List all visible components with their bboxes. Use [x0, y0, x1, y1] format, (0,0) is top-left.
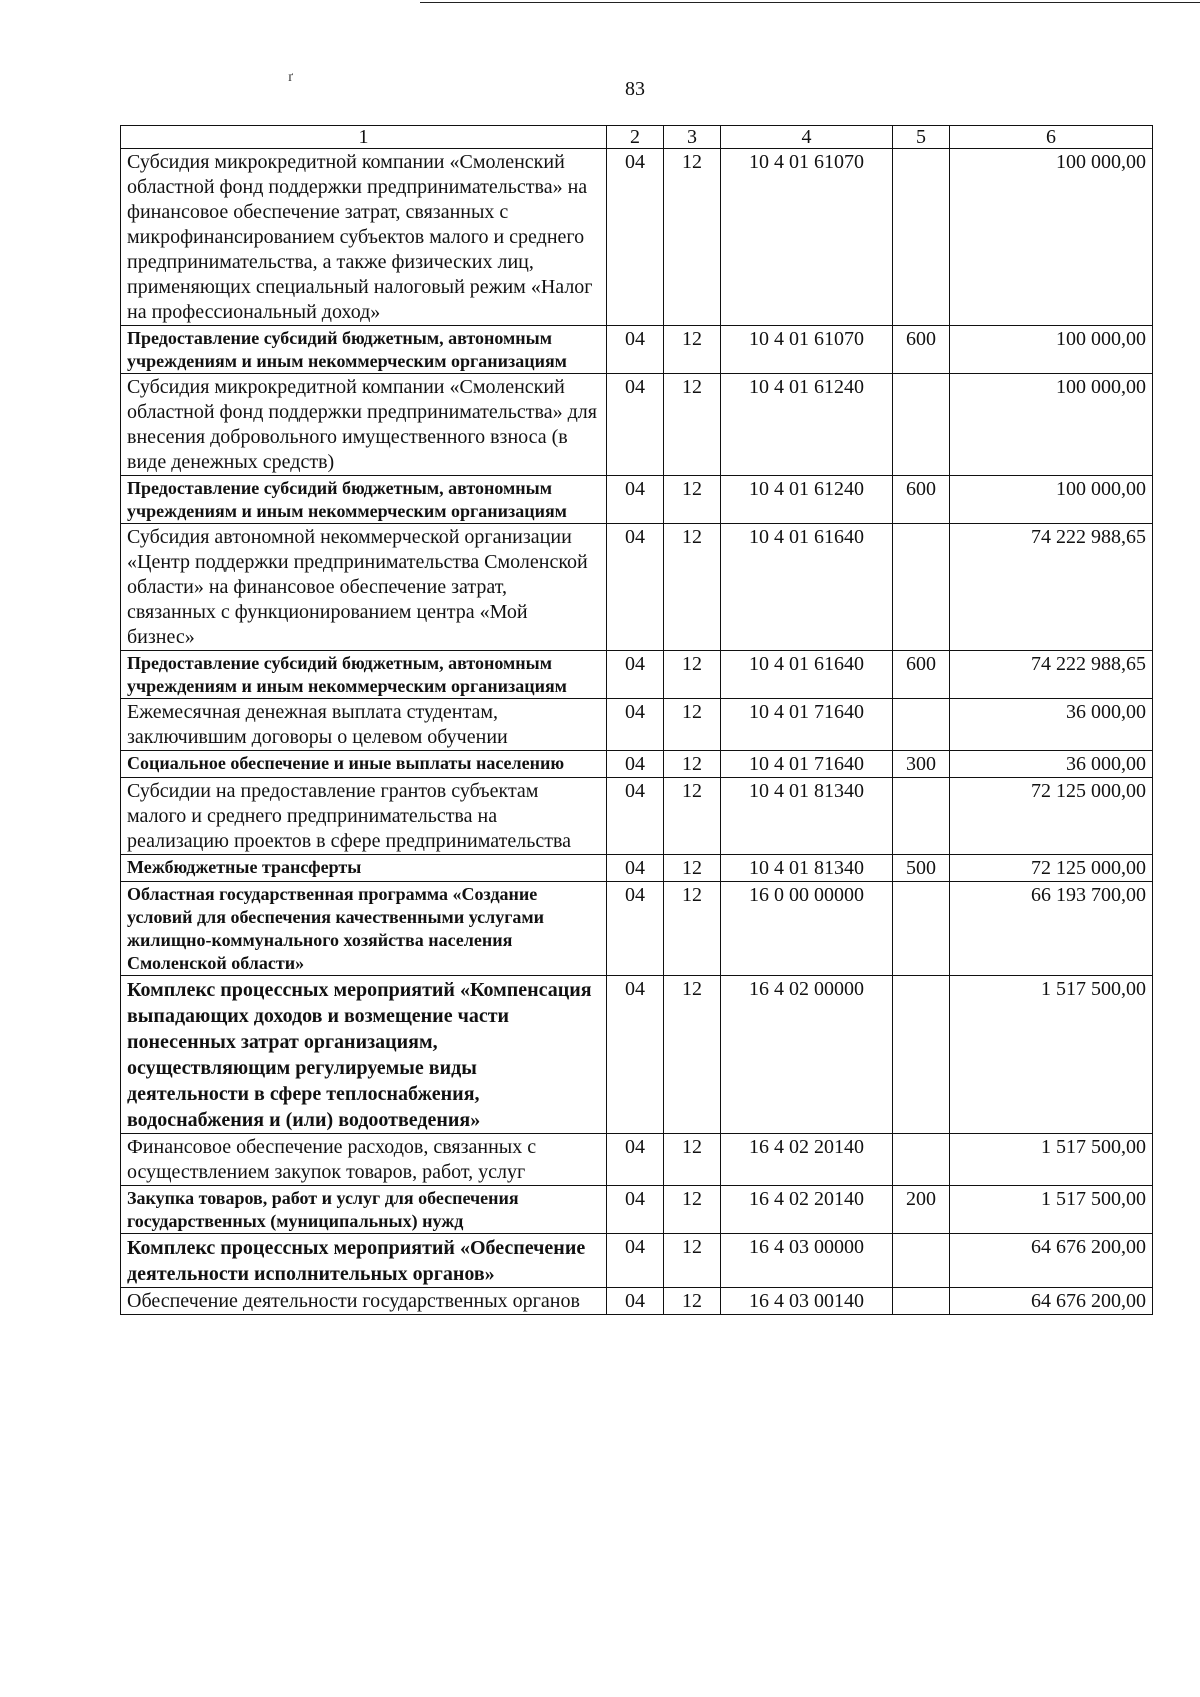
table-row: [121, 1288, 1153, 1315]
target-article-cell: 16 4 03 00140: [721, 1288, 893, 1315]
item-name-cell: Предоставление субсидий бюджетным, автономным учреждениям и иным некоммерческим организациям: [121, 326, 607, 374]
budget-table: [120, 125, 1153, 1315]
table-row: [121, 976, 1153, 1134]
item-name-cell: Субсидии на предоставление грантов субъектам малого и среднего предпринимательства на реализацию проектов в сфере предпринимательства: [121, 778, 607, 855]
section-code-cell: 04: [607, 524, 664, 651]
expense-type-cell: [893, 374, 950, 476]
amount-cell: 36 000,00: [950, 751, 1153, 778]
amount-cell: 64 676 200,00: [950, 1288, 1153, 1315]
expense-type-cell: 600: [893, 651, 950, 699]
amount-cell: 1 517 500,00: [950, 1134, 1153, 1186]
amount-cell: 36 000,00: [950, 699, 1153, 751]
top-scan-rule: [420, 2, 1200, 3]
item-name-cell: Субсидия микрокредитной компании «Смоленский областной фонд поддержки предпринимательства» для внесения добровольного имущественного взноса (в виде денежных средств): [121, 374, 607, 476]
table-row: [121, 1186, 1153, 1234]
amount-cell: 1 517 500,00: [950, 976, 1153, 1134]
target-article-cell: 10 4 01 61640: [721, 524, 893, 651]
subsection-code-cell: 12: [664, 374, 721, 476]
subsection-code-cell: 12: [664, 1134, 721, 1186]
section-code-cell: 04: [607, 1186, 664, 1234]
target-article-cell: 16 0 00 00000: [721, 882, 893, 976]
target-article-cell: 10 4 01 71640: [721, 699, 893, 751]
subsection-code-cell: 12: [664, 976, 721, 1134]
section-code-cell: 04: [607, 778, 664, 855]
target-article-cell: 10 4 01 61070: [721, 149, 893, 326]
section-code-cell: 04: [607, 751, 664, 778]
table-row: [121, 751, 1153, 778]
subsection-code-cell: 12: [664, 855, 721, 882]
amount-cell: 100 000,00: [950, 476, 1153, 524]
subsection-code-cell: 12: [664, 476, 721, 524]
scan-mark: ґ: [288, 70, 293, 85]
section-code-cell: 04: [607, 1288, 664, 1315]
item-name-cell: Комплекс процессных мероприятий «Обеспечение деятельности исполнительных органов»: [121, 1234, 607, 1288]
target-article-cell: 16 4 02 20140: [721, 1134, 893, 1186]
section-code-cell: 04: [607, 476, 664, 524]
target-article-cell: 10 4 01 81340: [721, 855, 893, 882]
expense-type-cell: [893, 882, 950, 976]
subsection-code-cell: 12: [664, 699, 721, 751]
subsection-code-cell: 12: [664, 524, 721, 651]
expense-type-cell: [893, 1134, 950, 1186]
item-name-cell: Областная государственная программа «Создание условий для обеспечения качественными услугами жилищно-коммунального хозяйства населения Смоленской области»: [121, 882, 607, 976]
target-article-cell: 16 4 02 00000: [721, 976, 893, 1134]
section-code-cell: 04: [607, 1234, 664, 1288]
table-row: [121, 855, 1153, 882]
expense-type-cell: [893, 1234, 950, 1288]
page-number: 83: [625, 78, 645, 100]
table-row: [121, 524, 1153, 651]
table-row: [121, 374, 1153, 476]
header-cell-6: 6: [950, 126, 1153, 149]
section-code-cell: 04: [607, 651, 664, 699]
item-name-cell: Социальное обеспечение и иные выплаты населению: [121, 751, 607, 778]
table-row: [121, 778, 1153, 855]
expense-type-cell: [893, 976, 950, 1134]
section-code-cell: 04: [607, 1134, 664, 1186]
amount-cell: 100 000,00: [950, 326, 1153, 374]
item-name-cell: Финансовое обеспечение расходов, связанных с осуществлением закупок товаров, работ, услуг: [121, 1134, 607, 1186]
amount-cell: 72 125 000,00: [950, 855, 1153, 882]
item-name-cell: Обеспечение деятельности государственных органов: [121, 1288, 607, 1315]
header-cell-1: 1: [121, 126, 607, 149]
target-article-cell: 16 4 02 20140: [721, 1186, 893, 1234]
table-row: [121, 326, 1153, 374]
item-name-cell: Предоставление субсидий бюджетным, автономным учреждениям и иным некоммерческим организациям: [121, 476, 607, 524]
expense-type-cell: [893, 778, 950, 855]
section-code-cell: 04: [607, 149, 664, 326]
table-header-row: [121, 126, 1153, 149]
table-row: [121, 699, 1153, 751]
target-article-cell: 10 4 01 61240: [721, 374, 893, 476]
expense-type-cell: [893, 1288, 950, 1315]
table-row: [121, 1234, 1153, 1288]
table-row: [121, 882, 1153, 976]
section-code-cell: 04: [607, 976, 664, 1134]
item-name-cell: Комплекс процессных мероприятий «Компенсация выпадающих доходов и возмещение части понесенных затрат организациям, осуществляющим регулируемые виды деятельности в сфере теплоснабжения, водоснабжения и (или) водоотведения»: [121, 976, 607, 1134]
subsection-code-cell: 12: [664, 651, 721, 699]
table-row: [121, 149, 1153, 326]
item-name-cell: Межбюджетные трансферты: [121, 855, 607, 882]
item-name-cell: Предоставление субсидий бюджетным, автономным учреждениям и иным некоммерческим организациям: [121, 651, 607, 699]
section-code-cell: 04: [607, 326, 664, 374]
section-code-cell: 04: [607, 855, 664, 882]
subsection-code-cell: 12: [664, 149, 721, 326]
amount-cell: 66 193 700,00: [950, 882, 1153, 976]
subsection-code-cell: 12: [664, 1186, 721, 1234]
section-code-cell: 04: [607, 699, 664, 751]
expense-type-cell: 500: [893, 855, 950, 882]
item-name-cell: Ежемесячная денежная выплата студентам, заключившим договоры о целевом обучении: [121, 699, 607, 751]
expense-type-cell: [893, 699, 950, 751]
table-row: [121, 1134, 1153, 1186]
table-row: [121, 651, 1153, 699]
header-cell-4: 4: [721, 126, 893, 149]
subsection-code-cell: 12: [664, 778, 721, 855]
amount-cell: 1 517 500,00: [950, 1186, 1153, 1234]
amount-cell: 100 000,00: [950, 149, 1153, 326]
expense-type-cell: 300: [893, 751, 950, 778]
target-article-cell: 16 4 03 00000: [721, 1234, 893, 1288]
header-cell-3: 3: [664, 126, 721, 149]
table-body: [121, 149, 1153, 1315]
section-code-cell: 04: [607, 374, 664, 476]
amount-cell: 64 676 200,00: [950, 1234, 1153, 1288]
subsection-code-cell: 12: [664, 882, 721, 976]
amount-cell: 74 222 988,65: [950, 524, 1153, 651]
target-article-cell: 10 4 01 81340: [721, 778, 893, 855]
expense-type-cell: 200: [893, 1186, 950, 1234]
amount-cell: 72 125 000,00: [950, 778, 1153, 855]
expense-type-cell: 600: [893, 326, 950, 374]
amount-cell: 74 222 988,65: [950, 651, 1153, 699]
item-name-cell: Субсидия микрокредитной компании «Смоленский областной фонд поддержки предпринимательства» на финансовое обеспечение затрат, связанных с микрофинансированием субъектов малого и среднего предпринимательства, а также физических лиц, применяющих специальный налоговый режим «Налог на профессиональный доход»: [121, 149, 607, 326]
header-cell-2: 2: [607, 126, 664, 149]
subsection-code-cell: 12: [664, 326, 721, 374]
subsection-code-cell: 12: [664, 751, 721, 778]
expense-type-cell: [893, 149, 950, 326]
amount-cell: 100 000,00: [950, 374, 1153, 476]
expense-type-cell: [893, 524, 950, 651]
subsection-code-cell: 12: [664, 1288, 721, 1315]
target-article-cell: 10 4 01 71640: [721, 751, 893, 778]
item-name-cell: Закупка товаров, работ и услуг для обеспечения государственных (муниципальных) нужд: [121, 1186, 607, 1234]
item-name-cell: Субсидия автономной некоммерческой организации «Центр поддержки предпринимательства Смоленской области» на финансовое обеспечение затрат, связанных с функционированием центра «Мой бизнес»: [121, 524, 607, 651]
table-row: [121, 476, 1153, 524]
expense-type-cell: 600: [893, 476, 950, 524]
subsection-code-cell: 12: [664, 1234, 721, 1288]
header-cell-5: 5: [893, 126, 950, 149]
target-article-cell: 10 4 01 61070: [721, 326, 893, 374]
target-article-cell: 10 4 01 61240: [721, 476, 893, 524]
target-article-cell: 10 4 01 61640: [721, 651, 893, 699]
section-code-cell: 04: [607, 882, 664, 976]
